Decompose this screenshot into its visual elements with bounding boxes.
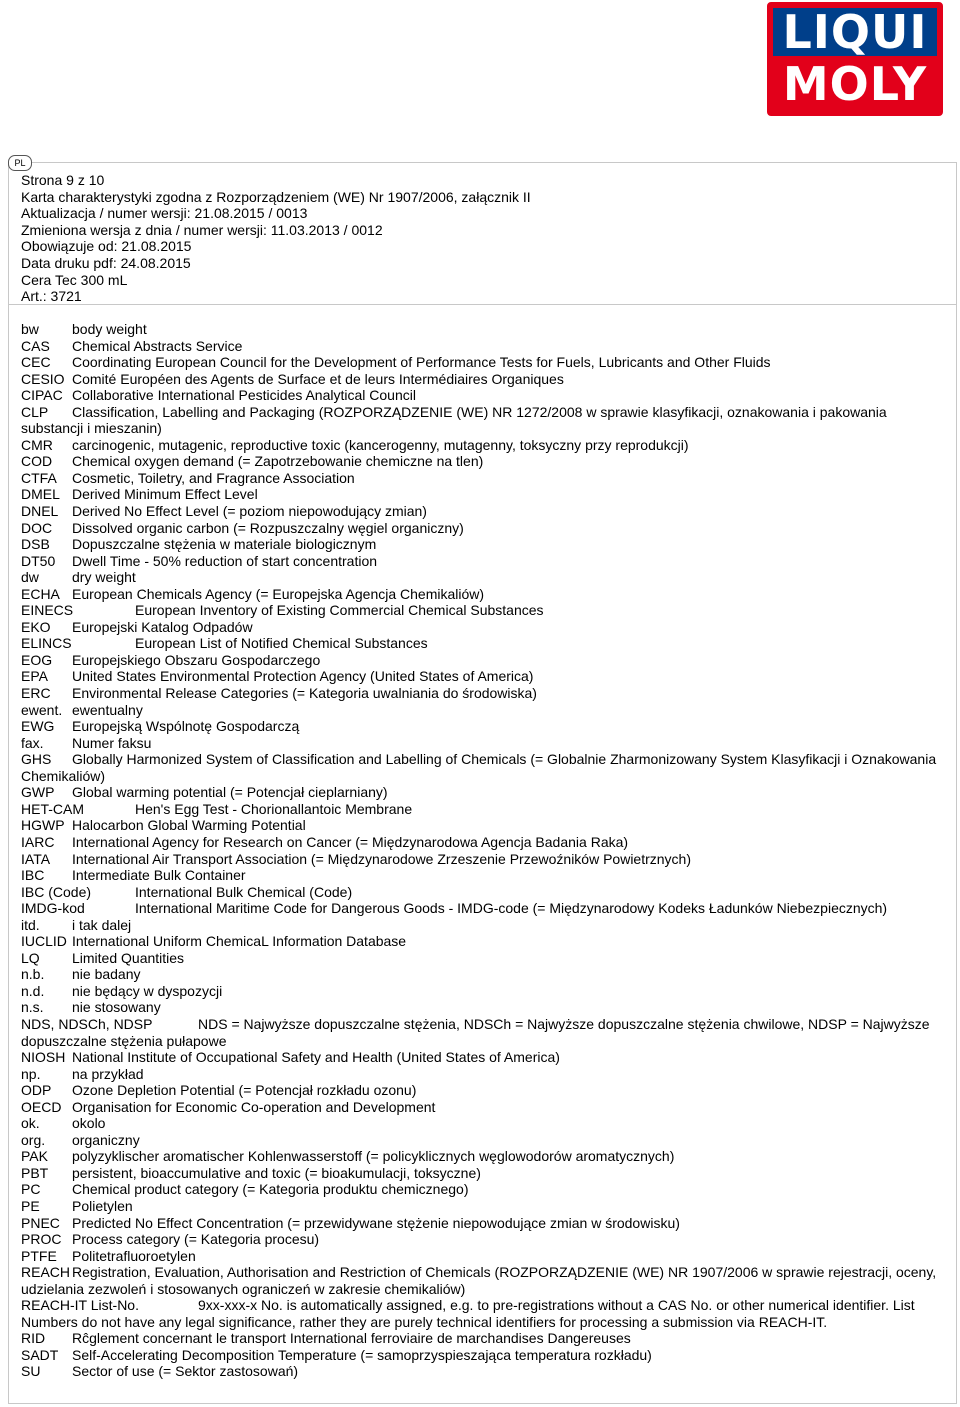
abbreviation-definition: European Inventory of Existing Commercial Chemical Substances bbox=[135, 602, 544, 619]
abbreviation-term: PTFE bbox=[21, 1247, 57, 1264]
abbreviation-row bbox=[21, 470, 941, 487]
abbreviation-definition: Registration, Evaluation, Authorisation and Restriction of Chemicals (ROZPORZĄDZENIE (WE) NR 1907/2006 w sprawie rejestracji, oceny, udzielania zezwoleń i stosowanych ograniczeń w zakresie chemikaliów) bbox=[21, 1264, 937, 1297]
abbreviation-term: RID bbox=[21, 1330, 46, 1347]
abbreviation-term: CAS bbox=[21, 337, 50, 354]
abbreviation-definition: International Air Transport Association (= Międzynarodowe Zrzeszenie Przewoźników Powietrznych) bbox=[72, 850, 692, 867]
abbreviation-term: NDS, NDSCh, NDSP bbox=[21, 1015, 153, 1032]
abbreviation-term: DOC bbox=[21, 519, 53, 536]
abbreviation-row bbox=[21, 1049, 941, 1066]
abbreviation-term: CIPAC bbox=[21, 387, 63, 404]
abbreviation-row bbox=[21, 354, 941, 371]
abbreviation-row bbox=[21, 1297, 941, 1330]
abbreviation-row bbox=[21, 520, 941, 537]
abbreviation-definition: Global warming potential (= Potencjał cieplarniany) bbox=[72, 784, 388, 801]
abbreviation-term: EWG bbox=[21, 718, 55, 735]
abbreviation-term: CTFA bbox=[21, 469, 57, 486]
header-line: Strona 9 z 10 bbox=[21, 172, 105, 188]
abbreviation-term: EKO bbox=[21, 618, 51, 635]
abbreviation-term: DT50 bbox=[21, 552, 56, 569]
abbreviation-definition: NDS = Najwyższe dopuszczalne stężenia, NDSCh = Najwyższe dopuszczalne stężenia chwilowe, NDSP = Najwyższe dopuszczalne stężenia pułapowe bbox=[21, 1015, 930, 1049]
abbreviation-term: EPA bbox=[21, 668, 48, 685]
abbreviation-row bbox=[21, 437, 941, 454]
abbreviation-term: OECD bbox=[21, 1098, 62, 1115]
abbreviation-term: n.d. bbox=[21, 982, 45, 999]
abbreviation-definition: Coordinating European Council for the Development of Performance Tests for Fuels, Lubricants and Other Fluids bbox=[72, 354, 771, 371]
abbreviation-definition: International Bulk Chemical (Code) bbox=[135, 883, 353, 900]
abbreviation-definition: Numer faksu bbox=[72, 734, 152, 751]
abbreviation-term: np. bbox=[21, 1065, 41, 1082]
abbreviation-term: IATA bbox=[21, 850, 51, 867]
abbreviation-row bbox=[21, 917, 941, 934]
logo-band-bottom bbox=[773, 57, 937, 111]
abbreviation-row bbox=[21, 536, 941, 553]
abbreviation-term: bw bbox=[21, 321, 39, 337]
abbreviation-definition: Hen's Egg Test - Chorionallantoic Membrane bbox=[135, 800, 413, 817]
abbreviation-definition: Chemical Abstracts Service bbox=[72, 337, 243, 354]
abbreviation-row bbox=[21, 1248, 941, 1265]
abbreviation-row bbox=[21, 817, 941, 834]
abbreviation-row bbox=[21, 1347, 941, 1364]
abbreviation-term: HGWP bbox=[21, 817, 65, 834]
abbreviation-row bbox=[21, 404, 941, 437]
abbreviation-definition: ewentualny bbox=[72, 701, 143, 718]
abbreviation-term: ODP bbox=[21, 1082, 52, 1099]
abbreviation-definition: dry weight bbox=[72, 569, 136, 586]
abbreviation-definition: Limited Quantities bbox=[72, 949, 185, 966]
abbreviation-term: itd. bbox=[21, 916, 40, 933]
abbreviation-definition: International Maritime Code for Dangerous Goods - IMDG-code (= Międzynarodowy Kodeks Ładunków Niebezpiecznych) bbox=[135, 900, 888, 917]
abbreviation-row bbox=[21, 966, 941, 983]
abbreviation-row bbox=[21, 1231, 941, 1248]
abbreviation-term: COD bbox=[21, 453, 53, 470]
logo-word-liqui: LIQUI bbox=[782, 5, 928, 59]
abbreviation-list bbox=[21, 321, 941, 1380]
abbreviation-row bbox=[21, 834, 941, 851]
abbreviation-term: CMR bbox=[21, 436, 53, 453]
abbreviation-row bbox=[21, 1215, 941, 1232]
abbreviation-row bbox=[21, 486, 941, 503]
abbreviation-definition: nie stosowany bbox=[72, 999, 161, 1016]
abbreviation-definition: polyzyklischer aromatischer Kohlenwasserstoff (= policyklicznych węglowodorów aromatycznych) bbox=[72, 1148, 675, 1165]
abbreviation-definition: Chemical product category (= Kategoria produktu chemicznego) bbox=[72, 1181, 469, 1198]
abbreviation-definition: International Uniform ChemicaL Information Database bbox=[72, 933, 407, 950]
abbreviation-definition: Collaborative International Pesticides Analytical Council bbox=[72, 387, 416, 404]
abbreviation-term: n.b. bbox=[21, 966, 45, 983]
header-line: Obowiązuje od: 21.08.2015 bbox=[21, 238, 192, 255]
abbreviation-row bbox=[21, 983, 941, 1000]
abbreviation-row bbox=[21, 1099, 941, 1116]
abbreviation-definition: United States Environmental Protection Agency (United States of America) bbox=[72, 668, 534, 685]
abbreviation-row bbox=[21, 586, 941, 603]
abbreviation-row bbox=[21, 1016, 941, 1049]
abbreviation-definition: International Agency for Research on Cancer (= Międzynarodowa Agencja Badania Raka) bbox=[72, 833, 629, 850]
abbreviation-row bbox=[21, 619, 941, 636]
liqui-moly-logo bbox=[767, 2, 943, 116]
logo-word-moly: MOLY bbox=[782, 57, 928, 111]
abbreviation-definition: na przykład bbox=[72, 1065, 144, 1082]
abbreviation-term: IUCLID bbox=[21, 933, 67, 950]
abbreviation-row bbox=[21, 933, 941, 950]
abbreviation-row bbox=[21, 1330, 941, 1347]
abbreviation-term: n.s. bbox=[21, 999, 44, 1016]
abbreviation-term: HET-CAM bbox=[21, 800, 84, 817]
abbreviation-term: org. bbox=[21, 1131, 46, 1148]
abbreviation-term: ERC bbox=[21, 685, 51, 702]
abbreviation-term: ELINCS bbox=[21, 635, 72, 652]
abbreviation-definition: Chemical oxygen demand (= Zapotrzebowanie chemiczne na tlen) bbox=[72, 453, 484, 470]
abbreviation-term: PNEC bbox=[21, 1214, 60, 1231]
abbreviation-definition: Halocarbon Global Warming Potential bbox=[72, 817, 306, 834]
abbreviation-row bbox=[21, 1132, 941, 1149]
abbreviation-definition: organiczny bbox=[72, 1131, 140, 1148]
abbreviation-row bbox=[21, 867, 941, 884]
abbreviation-row bbox=[21, 1363, 941, 1380]
abbreviation-row bbox=[21, 668, 941, 685]
abbreviation-row bbox=[21, 503, 941, 520]
abbreviation-term: DNEL bbox=[21, 503, 59, 520]
abbreviation-row bbox=[21, 900, 941, 917]
abbreviation-row bbox=[21, 884, 941, 901]
abbreviation-row bbox=[21, 685, 941, 702]
abbreviation-term: LQ bbox=[21, 949, 40, 966]
abbreviation-row bbox=[21, 635, 941, 652]
header-line: Aktualizacja / numer wersji: 21.08.2015 / 0013 bbox=[21, 205, 308, 222]
abbreviation-term: ok. bbox=[21, 1115, 40, 1132]
abbreviation-definition: Rĉglement concernant le transport International ferroviaire de marchandises Dangereuses bbox=[72, 1330, 631, 1347]
abbreviation-definition: European List of Notified Chemical Substances bbox=[135, 635, 428, 652]
abbreviation-term: CLP bbox=[21, 403, 49, 420]
abbreviation-row bbox=[21, 1165, 941, 1182]
abbreviation-definition: nie badany bbox=[72, 966, 141, 983]
abbreviation-definition: Derived Minimum Effect Level bbox=[72, 486, 258, 503]
abbreviation-row bbox=[21, 950, 941, 967]
abbreviation-term: EOG bbox=[21, 651, 53, 668]
abbreviation-row bbox=[21, 553, 941, 570]
abbreviation-row bbox=[21, 851, 941, 868]
abbreviation-row bbox=[21, 652, 941, 669]
abbreviation-row bbox=[21, 1066, 941, 1083]
abbreviation-row bbox=[21, 387, 941, 404]
abbreviation-term: DSB bbox=[21, 536, 50, 553]
abbreviation-term: SU bbox=[21, 1363, 41, 1380]
abbreviation-definition: carcinogenic, mutagenic, reproductive toxic (kancerogenny, mutagenny, toksyczny przy reprodukcji) bbox=[72, 436, 689, 453]
abbreviation-definition: 9xx-xxx-x No. is automatically assigned, e.g. to pre-registrations without a CAS No. or other numerical identifier. List Numbers do not have any legal significance, rather they are purely technical identifiers for processing a submission via REACH-IT. bbox=[21, 1297, 915, 1330]
abbreviation-definition: okolo bbox=[72, 1115, 106, 1132]
abbreviation-definition: Dissolved organic carbon (= Rozpuszczalny węgiel organiczny) bbox=[72, 519, 464, 536]
abbreviation-term: fax. bbox=[21, 734, 44, 751]
header-line: Cera Tec 300 mL bbox=[21, 271, 128, 288]
abbreviation-row bbox=[21, 735, 941, 752]
abbreviation-term: PAK bbox=[21, 1148, 48, 1165]
abbreviation-row bbox=[21, 602, 941, 619]
abbreviation-row bbox=[21, 1181, 941, 1198]
abbreviation-row bbox=[21, 338, 941, 355]
document-header bbox=[21, 172, 921, 305]
abbreviation-definition: nie będący w dyspozycji bbox=[72, 982, 223, 999]
abbreviation-definition: Cosmetic, Toiletry, and Fragrance Association bbox=[72, 469, 355, 486]
abbreviation-term: CESIO bbox=[21, 370, 65, 387]
abbreviation-definition: Process category (= Kategoria procesu) bbox=[72, 1231, 320, 1248]
abbreviation-row bbox=[21, 453, 941, 470]
abbreviation-row bbox=[21, 1148, 941, 1165]
abbreviation-row bbox=[21, 702, 941, 719]
abbreviation-definition: Sector of use (= Sektor zastosowań) bbox=[72, 1363, 299, 1380]
abbreviation-definition: i tak dalej bbox=[72, 916, 132, 933]
abbreviation-term: IMDG-kod bbox=[21, 900, 85, 917]
abbreviation-definition: National Institute of Occupational Safety and Health (United States of America) bbox=[72, 1049, 560, 1066]
logo-band-top bbox=[773, 5, 937, 59]
abbreviation-term: DMEL bbox=[21, 486, 60, 503]
abbreviation-row bbox=[21, 999, 941, 1016]
abbreviation-row bbox=[21, 1264, 941, 1297]
abbreviation-definition: European Chemicals Agency (= Europejska Agencja Chemikaliów) bbox=[72, 585, 485, 602]
abbreviation-definition: Predicted No Effect Concentration (= przewidywane stężenie niepowodujące zmian w środowisku) bbox=[72, 1214, 680, 1231]
abbreviation-term: REACH-IT List-No. bbox=[21, 1297, 139, 1314]
abbreviation-term: ECHA bbox=[21, 585, 60, 602]
abbreviation-row bbox=[21, 569, 941, 586]
abbreviation-row bbox=[21, 1082, 941, 1099]
abbreviation-definition: Europejski Katalog Odpadów bbox=[72, 618, 253, 635]
abbreviation-definition: Politetrafluoroetylen bbox=[72, 1247, 196, 1264]
abbreviation-row bbox=[21, 718, 941, 735]
abbreviation-term: PROC bbox=[21, 1231, 62, 1248]
abbreviation-term: GHS bbox=[21, 751, 52, 768]
abbreviation-definition: Polietylen bbox=[72, 1197, 133, 1214]
abbreviation-definition: Intermediate Bulk Container bbox=[72, 867, 246, 884]
abbreviation-definition: Environmental Release Categories (= Kategoria uwalniania do środowiska) bbox=[72, 685, 537, 702]
abbreviation-definition: Comité Européen des Agents de Surface et de leurs Intermédiaires Organiques bbox=[72, 370, 564, 387]
abbreviation-definition: Self-Accelerating Decomposition Temperature (= samoprzyspieszająca temperatura rozkładu) bbox=[72, 1346, 652, 1363]
abbreviation-definition: Ozone Depletion Potential (= Potencjał rozkładu ozonu) bbox=[72, 1082, 417, 1099]
header-line: Karta charakterystyki zgodna z Rozporządzeniem (WE) Nr 1907/2006, załącznik II bbox=[21, 188, 531, 205]
abbreviation-row bbox=[21, 751, 941, 784]
abbreviation-term: ewent. bbox=[21, 701, 63, 718]
abbreviation-term: CEC bbox=[21, 354, 51, 371]
abbreviation-term: GWP bbox=[21, 784, 55, 801]
abbreviation-term: PC bbox=[21, 1181, 41, 1198]
abbreviation-term: PBT bbox=[21, 1164, 49, 1181]
abbreviation-term: dw bbox=[21, 569, 39, 586]
abbreviation-row bbox=[21, 1198, 941, 1215]
abbreviation-definition: body weight bbox=[72, 321, 147, 337]
abbreviation-row bbox=[21, 321, 941, 338]
header-line: Data druku pdf: 24.08.2015 bbox=[21, 254, 191, 271]
abbreviation-definition: Derived No Effect Level (= poziom niepowodujący zmian) bbox=[72, 503, 427, 520]
abbreviation-term: IBC (Code) bbox=[21, 883, 92, 900]
language-flag-badge: PL bbox=[8, 155, 32, 171]
header-divider bbox=[8, 304, 957, 305]
abbreviation-definition: Europejskiego Obszaru Gospodarczego bbox=[72, 651, 321, 668]
abbreviation-term: SADT bbox=[21, 1346, 59, 1363]
abbreviation-row bbox=[21, 1115, 941, 1132]
header-line: Art.: 3721 bbox=[21, 288, 82, 305]
abbreviation-definition: Dwell Time - 50% reduction of start concentration bbox=[72, 552, 378, 569]
abbreviation-definition: Globally Harmonized System of Classification and Labelling of Chemicals (= Globalnie Zharmonizowany System Klasyfikacji i Oznakowania Chemikaliów) bbox=[21, 751, 937, 784]
abbreviation-row bbox=[21, 784, 941, 801]
abbreviation-term: IBC bbox=[21, 867, 45, 884]
abbreviation-term: PE bbox=[21, 1197, 40, 1214]
abbreviation-term: EINECS bbox=[21, 602, 74, 619]
abbreviation-definition: Europejską Wspólnotę Gospodarczą bbox=[72, 718, 300, 735]
abbreviation-definition: Classification, Labelling and Packaging (ROZPORZĄDZENIE (WE) NR 1272/2008 w sprawie klasyfikacji, oznakowania i pakowania substancji i mieszanin) bbox=[21, 403, 887, 437]
abbreviation-definition: persistent, bioaccumulative and toxic (= bioakumulacji, toksyczne) bbox=[72, 1164, 481, 1181]
abbreviation-definition: Organisation for Economic Co-operation and Development bbox=[72, 1098, 436, 1115]
abbreviation-row bbox=[21, 801, 941, 818]
abbreviation-definition: Dopuszczalne stężenia w materiale biologicznym bbox=[72, 536, 377, 553]
abbreviation-row bbox=[21, 371, 941, 388]
abbreviation-term: REACH bbox=[21, 1264, 71, 1281]
abbreviation-term: IARC bbox=[21, 833, 55, 850]
abbreviation-term: NIOSH bbox=[21, 1049, 66, 1066]
header-line: Zmieniona wersja z dnia / numer wersji: 11.03.2013 / 0012 bbox=[21, 221, 383, 238]
